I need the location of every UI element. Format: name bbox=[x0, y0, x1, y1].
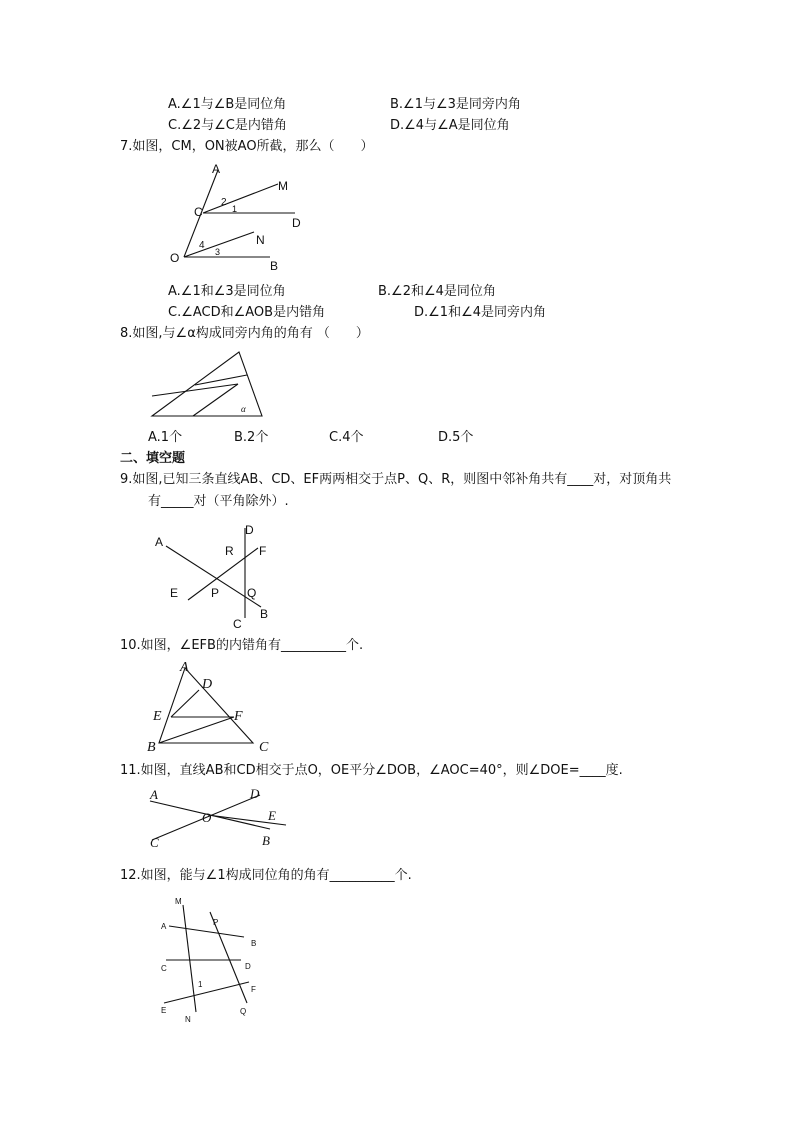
q12-label-d: D bbox=[245, 962, 251, 971]
q7-label-c: C bbox=[194, 205, 203, 219]
q12-figure bbox=[150, 890, 270, 1025]
q11-label-o: O bbox=[202, 810, 212, 825]
q9-label-r: R bbox=[225, 544, 234, 558]
q6-option-c: C.∠2与∠C是内错角 bbox=[168, 118, 287, 133]
q9-figure bbox=[150, 520, 280, 632]
q12-line-ef bbox=[164, 982, 249, 1003]
q9-label-p: P bbox=[211, 586, 220, 600]
q7-option-d: D.∠1和∠4是同旁内角 bbox=[414, 305, 546, 320]
q12-label-a: A bbox=[161, 922, 167, 931]
q12-label-m: M bbox=[175, 897, 182, 906]
q12-label-e: E bbox=[161, 1006, 167, 1015]
q7-label-m: M bbox=[278, 179, 288, 193]
q9-label-e: E bbox=[170, 586, 179, 600]
q8-option-d: D.5个 bbox=[438, 430, 474, 445]
q11-label-e: E bbox=[268, 808, 276, 823]
q7-stem: 7.如图，CM，ON被AO所截，那么（ ） bbox=[120, 139, 374, 154]
q9-stem-line2: 有_____对（平角除外）. bbox=[148, 494, 289, 509]
q11-figure bbox=[140, 785, 290, 855]
q8-figure bbox=[145, 350, 270, 425]
q12-label-n: N bbox=[185, 1015, 191, 1024]
q11-label-a: A bbox=[150, 787, 158, 802]
q7-option-a: A.∠1和∠3是同位角 bbox=[168, 284, 286, 299]
q10-label-d: D bbox=[202, 677, 213, 692]
q12-angle-1: 1 bbox=[198, 980, 203, 989]
q9-label-q: Q bbox=[247, 586, 257, 600]
q7-angle-2: 2 bbox=[221, 197, 227, 208]
q9-label-d: D bbox=[245, 523, 254, 537]
q8-option-b: B.2个 bbox=[234, 430, 269, 445]
q11-label-c: C bbox=[150, 835, 159, 850]
q12-stem: 12.如图，能与∠1构成同位角的角有__________个. bbox=[120, 868, 412, 883]
q10-label-e: E bbox=[153, 709, 162, 724]
q12-label-b: B bbox=[251, 939, 257, 948]
q8-option-c: C.4个 bbox=[329, 430, 364, 445]
q7-angle-1: 1 bbox=[232, 204, 238, 214]
q9-label-a: A bbox=[155, 535, 164, 549]
q7-line-cm bbox=[203, 184, 278, 213]
q7-angle-4: 4 bbox=[199, 240, 205, 251]
q10-line-ed bbox=[171, 690, 199, 717]
q10-figure bbox=[145, 658, 275, 756]
q7-figure bbox=[160, 160, 320, 275]
q9-label-c: C bbox=[233, 617, 242, 631]
q12-label-c: C bbox=[161, 964, 167, 973]
q6-option-d: D.∠4与∠A是同位角 bbox=[390, 118, 510, 133]
q6-option-b: B.∠1与∠3是同旁内角 bbox=[390, 97, 521, 112]
q12-line-ab bbox=[169, 926, 244, 937]
q6-option-a: A.∠1与∠B是同位角 bbox=[168, 97, 287, 112]
section-heading-fill-blank: 二、填空题 bbox=[120, 451, 186, 466]
q8-line-upper bbox=[195, 375, 247, 385]
q10-label-f: F bbox=[234, 709, 243, 724]
q12-label-f: F bbox=[251, 985, 256, 994]
q10-label-c: C bbox=[259, 740, 269, 755]
q8-option-a: A.1个 bbox=[148, 430, 183, 445]
q7-label-a: A bbox=[212, 162, 221, 176]
q10-stem: 10.如图，∠EFB的内错角有__________个. bbox=[120, 638, 364, 653]
q7-angle-3: 3 bbox=[215, 247, 221, 257]
q7-label-b: B bbox=[270, 259, 279, 273]
q8-line-middle bbox=[152, 384, 238, 396]
q8-angle-alpha: α bbox=[241, 404, 246, 414]
q7-label-n: N bbox=[256, 233, 265, 247]
q9-stem-line1: 9.如图,已知三条直线AB、CD、EF两两相交于点P、Q、R，则图中邻补角共有____对，对顶角共 bbox=[120, 472, 672, 487]
q7-label-o: O bbox=[170, 251, 180, 265]
q10-line-bf bbox=[159, 717, 234, 743]
q7-option-c: C.∠ACD和∠AOB是内错角 bbox=[168, 305, 326, 320]
q8-stem: 8.如图,与∠α构成同旁内角的角有 （ ） bbox=[120, 326, 369, 341]
q11-label-b: B bbox=[262, 833, 270, 848]
q12-label-q: Q bbox=[240, 1007, 247, 1016]
q12-label-p: P bbox=[213, 918, 219, 927]
q10-label-b: B bbox=[147, 740, 156, 755]
q10-label-a: A bbox=[180, 660, 189, 675]
q11-label-d: D bbox=[250, 786, 260, 801]
q11-stem: 11.如图，直线AB和CD相交于点O，OE平分∠DOB，∠AOC=40°，则∠DOE=____度. bbox=[120, 763, 623, 778]
q9-label-b: B bbox=[260, 607, 269, 621]
q7-label-d: D bbox=[292, 216, 301, 230]
q9-label-f: F bbox=[259, 544, 267, 558]
q7-option-b: B.∠2和∠4是同位角 bbox=[378, 284, 496, 299]
